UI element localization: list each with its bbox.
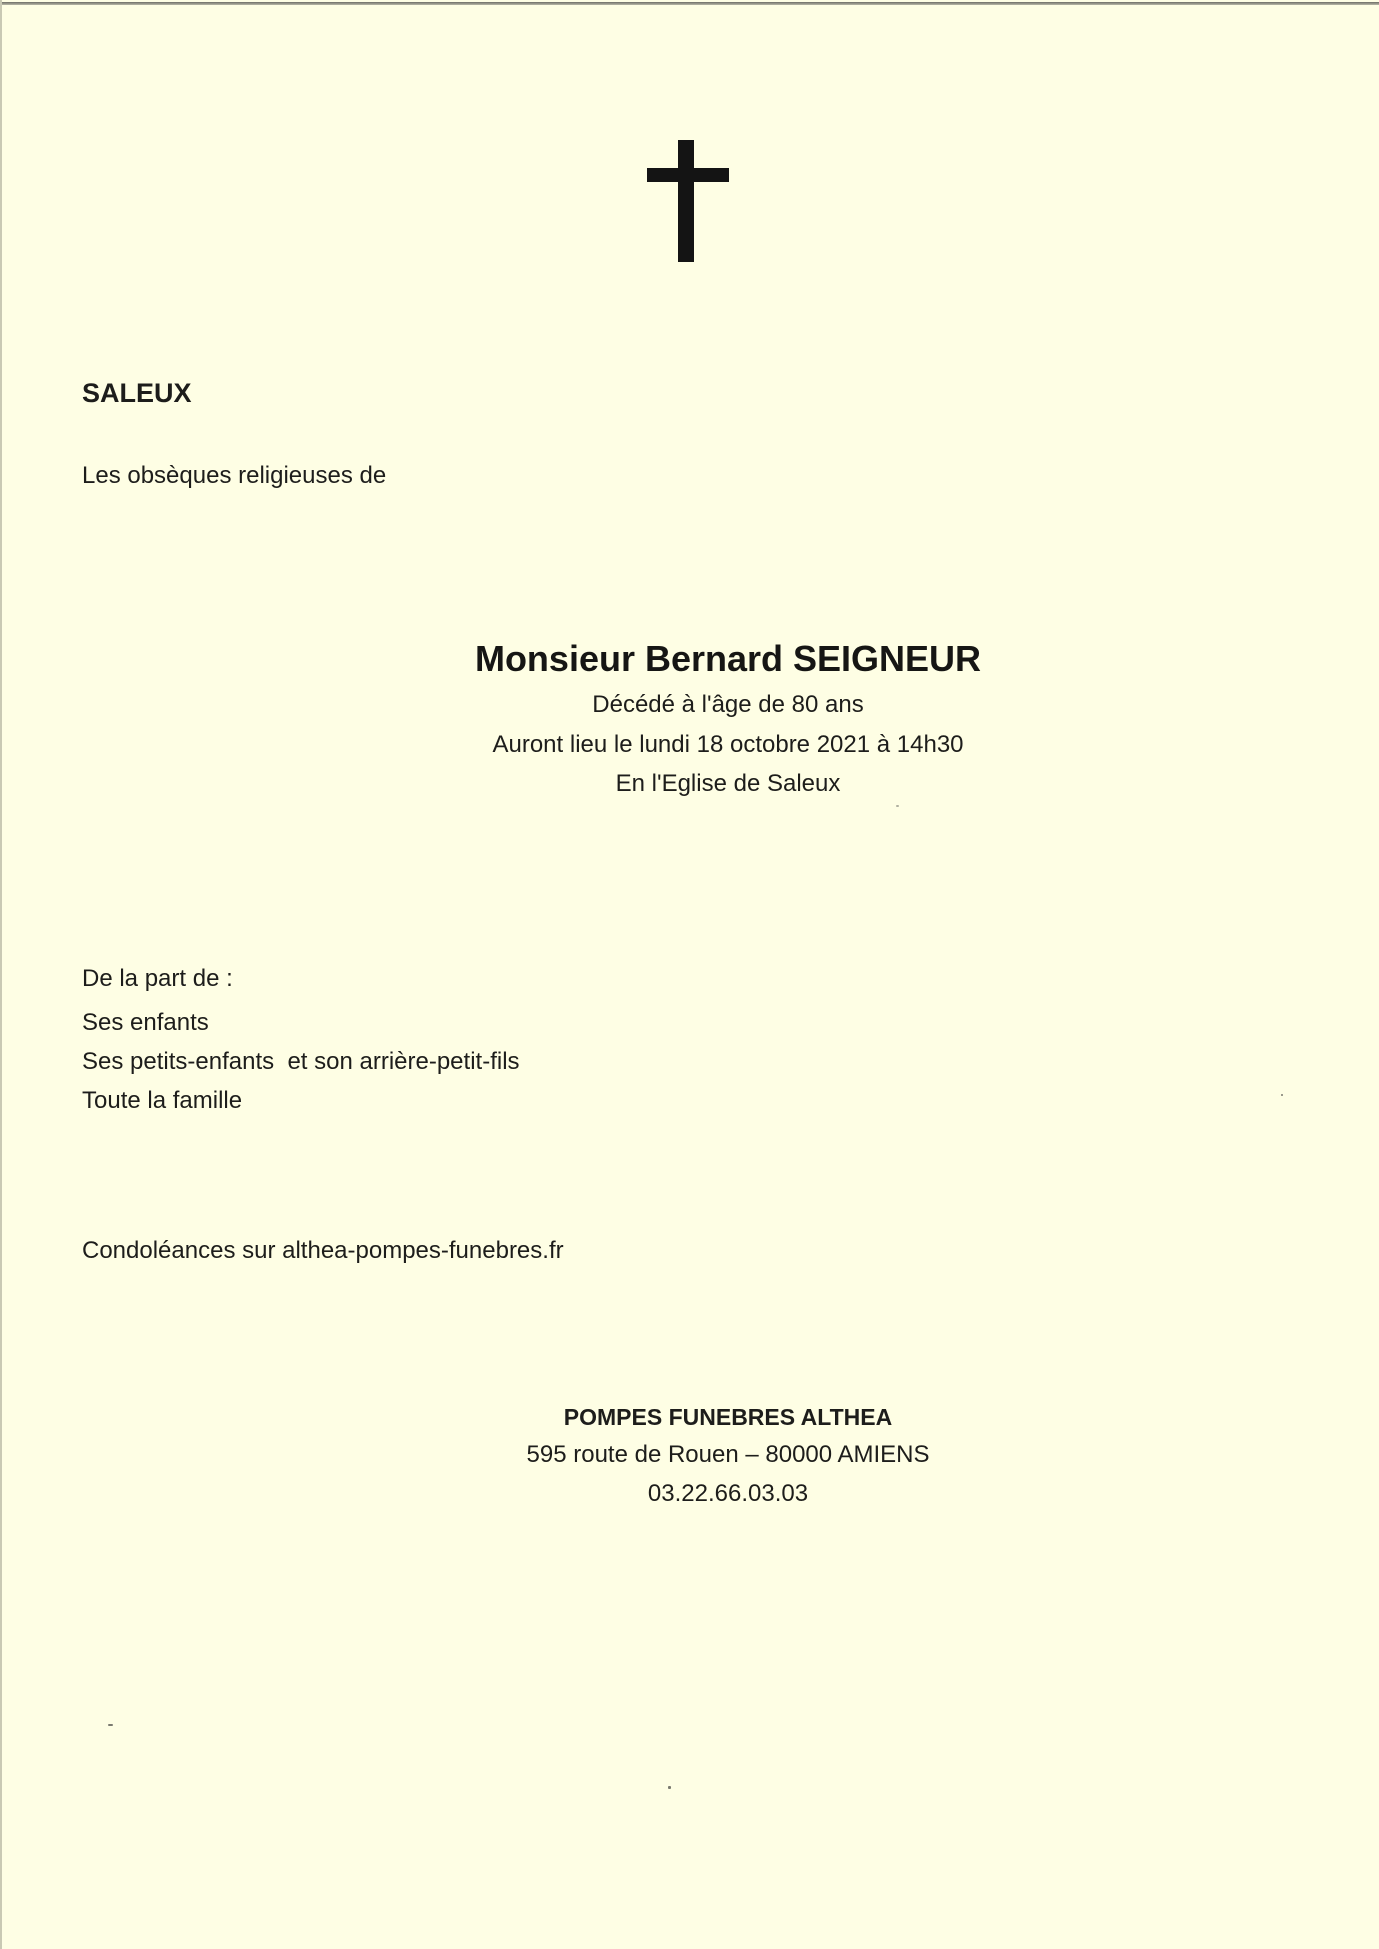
scan-edge-left: [0, 0, 2, 1949]
ceremony-date: Auront lieu le lundi 18 octobre 2021 à 14h30: [492, 731, 964, 758]
latin-cross-icon: [647, 140, 729, 262]
scan-speck: [896, 805, 899, 807]
city-heading: SALEUX: [82, 378, 192, 408]
intro-text: Les obsèques religieuses de: [82, 462, 387, 489]
family-list: [82, 1003, 520, 1120]
scan-speck: [1281, 1094, 1283, 1096]
scan-speck: [668, 1786, 671, 1789]
condolences-line: Condoléances sur althea-pompes-funebres.fr: [82, 1237, 564, 1264]
funeral-home-address: 595 route de Rouen – 80000 AMIENS: [526, 1441, 930, 1468]
age-line: Décédé à l'âge de 80 ans: [592, 691, 864, 718]
cross-vertical-bar: [678, 140, 694, 262]
funeral-home-name: POMPES FUNEBRES ALTHEA: [563, 1404, 893, 1430]
family-member: Toute la famille: [82, 1087, 243, 1114]
cross-horizontal-bar: [647, 168, 729, 182]
family-member: Ses petits-enfants et son arrière-petit-fils: [82, 1048, 520, 1075]
family-label: De la part de :: [82, 965, 233, 992]
scan-speck: [108, 1724, 113, 1726]
funeral-home-phone: 03.22.66.03.03: [647, 1480, 809, 1507]
family-member: Ses enfants: [82, 1009, 209, 1036]
ceremony-place: En l'Eglise de Saleux: [615, 770, 841, 797]
deceased-name: Monsieur Bernard SEIGNEUR: [474, 638, 982, 679]
scan-edge-top: [0, 2, 1379, 5]
